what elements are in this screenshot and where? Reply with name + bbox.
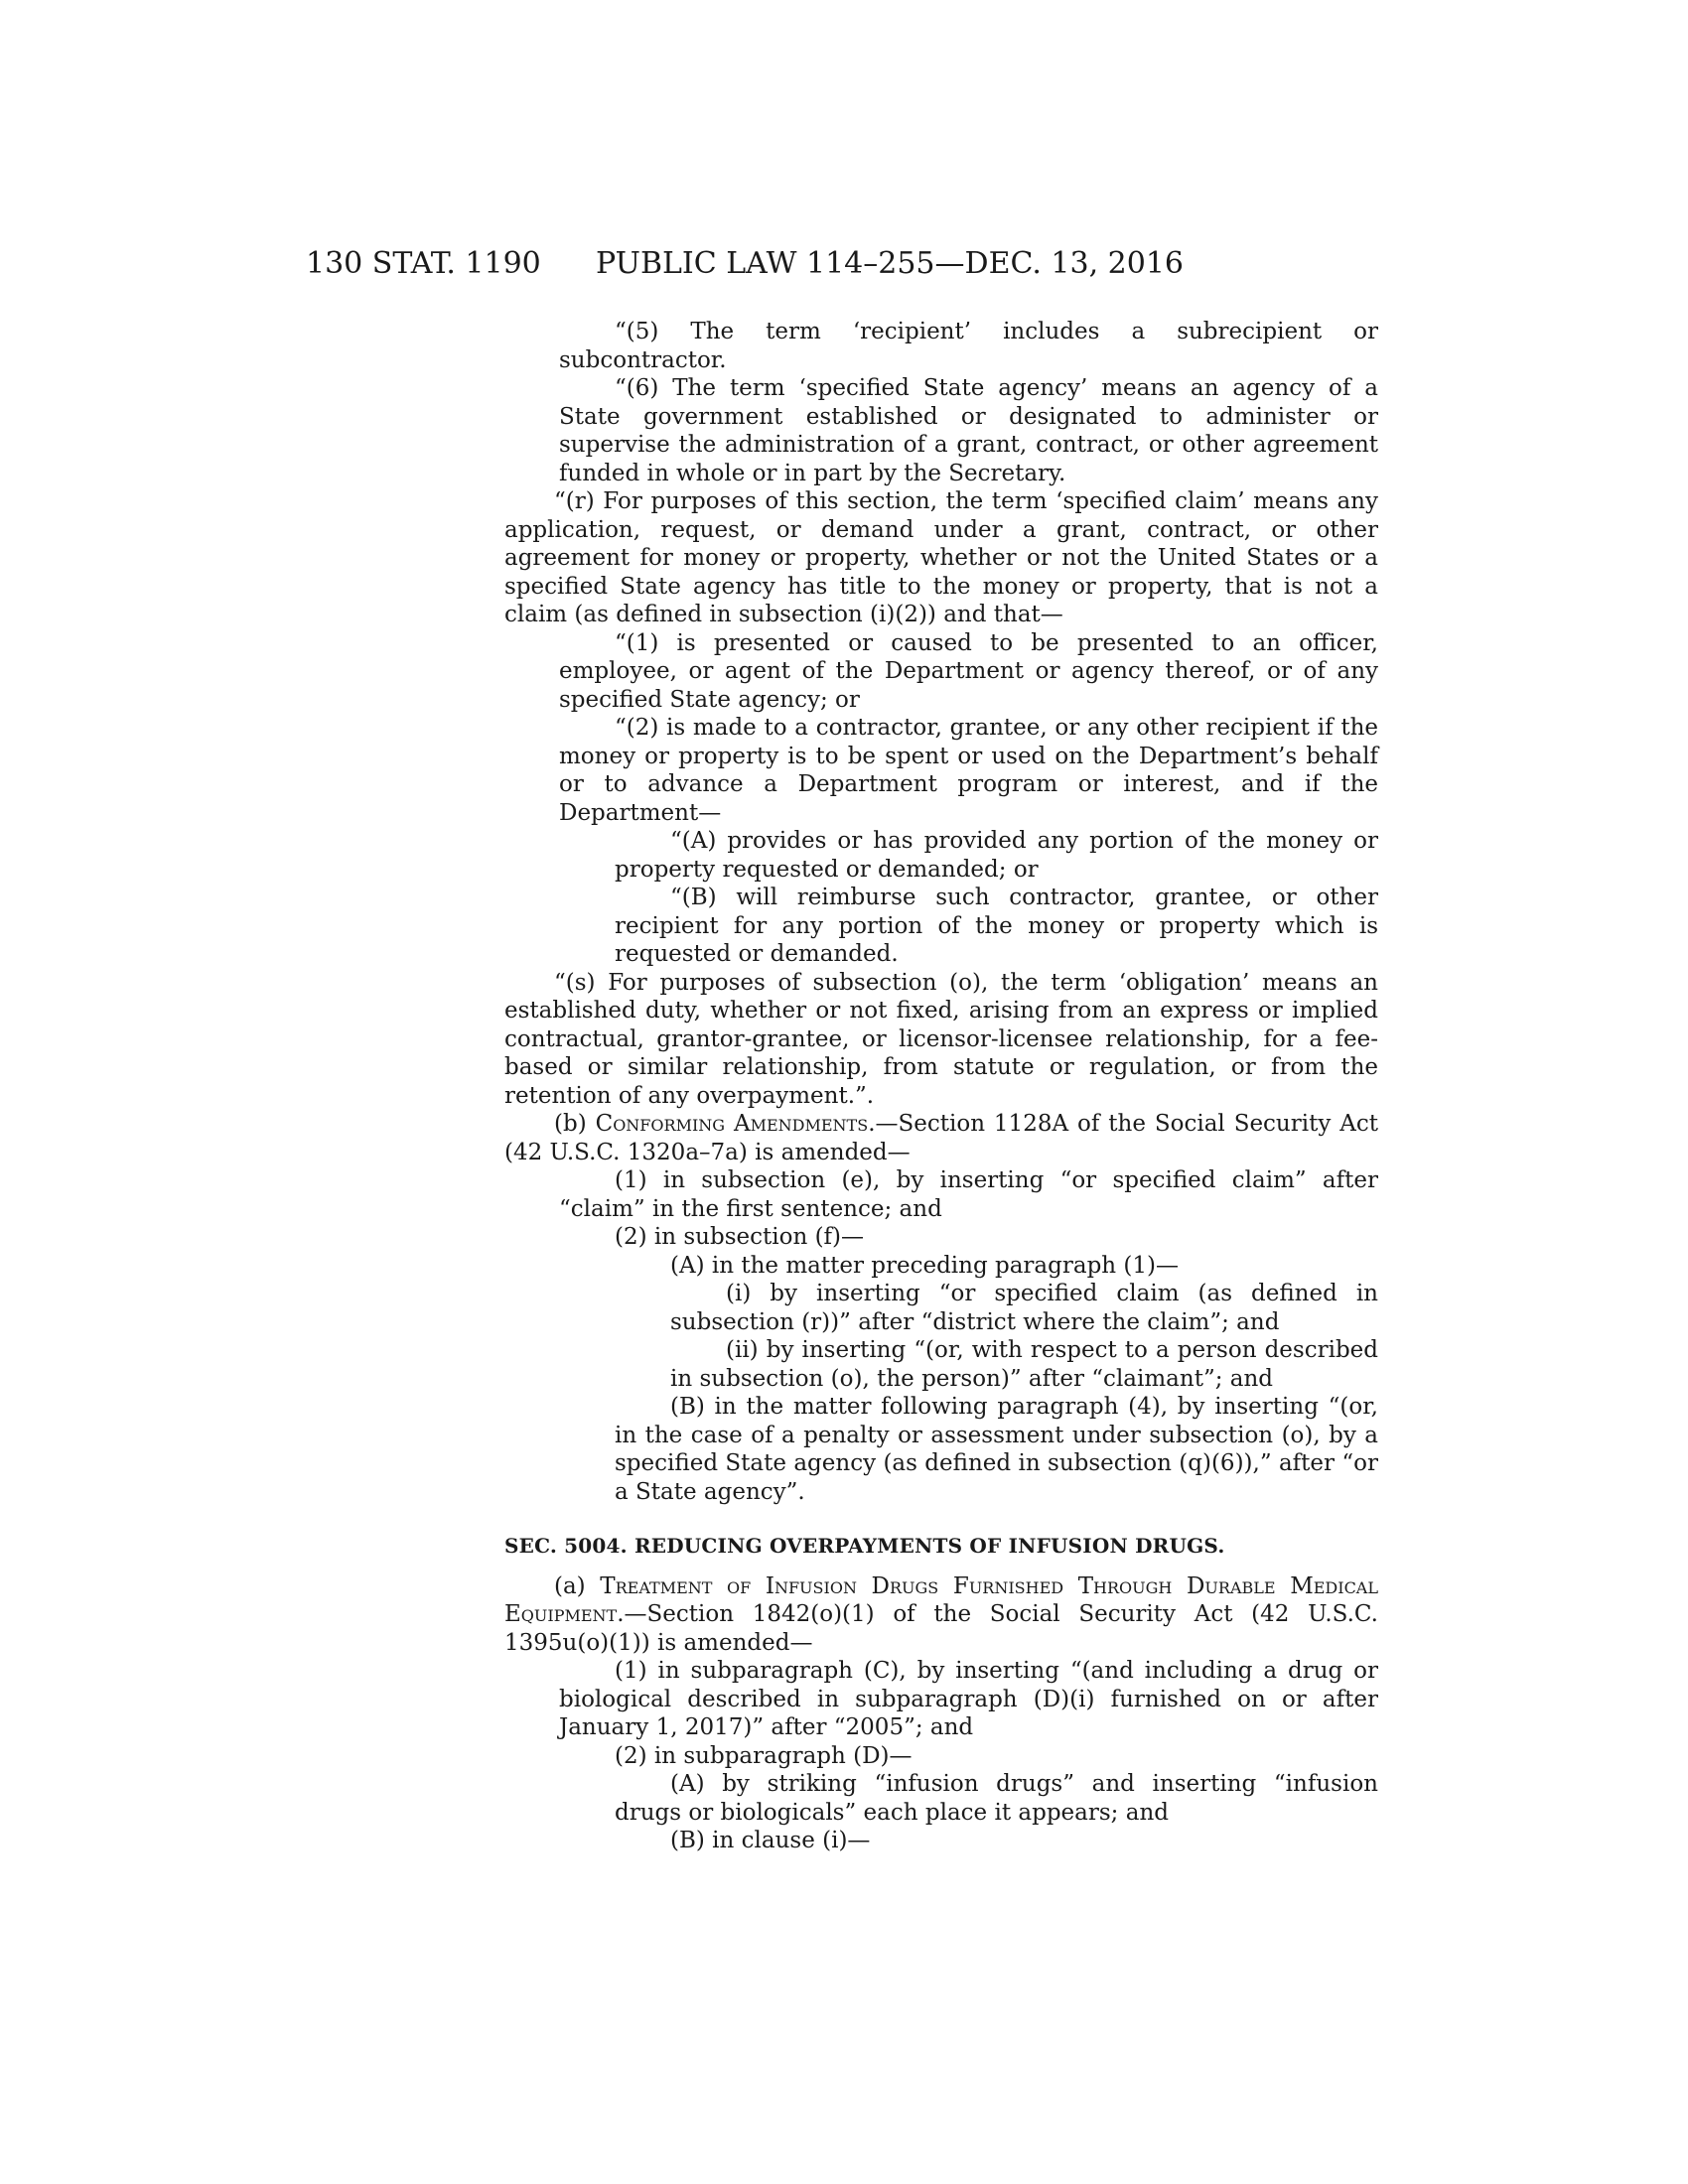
paragraph: (ii) by inserting “(or, with respect to a person described in subsection (o), the person)” after “claimant”; and xyxy=(670,1337,1378,1392)
paragraph: (B) in clause (i)— xyxy=(670,1828,871,1853)
paragraph: (A) by striking “infusion drugs” and inserting “infusion drugs or biologicals” each place it appears; and xyxy=(615,1771,1378,1826)
paragraph xyxy=(504,1572,1378,1658)
paragraph: “(r) For purposes of this section, the term ‘specified claim’ means any application, request, or demand under a grant, contract, or other agreement for money or property, whether or not the United States or a specified State agency has title to the money or property, that is not a claim (as defined in subsection (i)(2)) and that— xyxy=(504,488,1378,627)
section-heading: SEC. 5004. REDUCING OVERPAYMENTS OF INFUSION DRUGS. xyxy=(504,1534,1225,1558)
paragraph: “(A) provides or has provided any portion of the money or property requested or demanded; or xyxy=(615,828,1378,883)
paragraph: (i) by inserting “or specified claim (as defined in subsection (r))” after “district where the claim”; and xyxy=(670,1281,1378,1335)
paragraph: “(2) is made to a contractor, grantee, or any other recipient if the money or property is to be spent or used on the Department’s behalf or to advance a Department program or interest, and if the Department— xyxy=(559,715,1378,826)
paragraph: (2) in subsection (f)— xyxy=(615,1224,865,1250)
section-5004-body xyxy=(504,1572,1378,1855)
paragraph: “(s) For purposes of subsection (o), the term ‘obligation’ means an established duty, whether or not fixed, arising from an express or implied contractual, grantor-grantee, or licensor-licensee relationship, for a fee-based or similar relationship, from statute or regulation, or from the retention of any overpayment.”. xyxy=(504,969,1378,1109)
paragraph: “(5) The term ‘recipient’ includes a subrecipient or subcontractor. xyxy=(559,319,1378,373)
paragraph: (A) in the matter preceding paragraph (1)— xyxy=(670,1252,1179,1279)
section-5003-continuation xyxy=(504,318,1378,1506)
paragraph-text: .—Section 1842(o)(1) of the Social Security Act (42 U.S.C. 1395u(o)(1)) is amended— xyxy=(504,1601,1378,1656)
paragraph-text: .—Section 1128A of the Social Security Act (42 U.S.C. 1320a–7a) is amended— xyxy=(504,1111,1378,1165)
paragraph xyxy=(504,1110,1378,1166)
paragraph-enumerator: (a) xyxy=(554,1572,601,1599)
paragraph: (B) in the matter following paragraph (4), by inserting “(or, in the case of a penalty or assessment under subsection (o), by a specified State agency (as defined in subsection (q)(6)),” after “or a State agency”. xyxy=(615,1394,1378,1505)
paragraph: “(6) The term ‘specified State agency’ means an agency of a State government established or designated to administer or supervise the administration of a grant, contract, or other agreement funded in whole or in part by the Secretary. xyxy=(559,375,1378,486)
document-body xyxy=(504,318,1378,1855)
paragraph: “(1) is presented or caused to be presented to an officer, employee, or agent of the Department or agency thereof, or of any specified State agency; or xyxy=(559,629,1378,713)
running-header-title: PUBLIC LAW 114–255—DEC. 13, 2016 xyxy=(596,246,1185,281)
paragraph: (2) in subparagraph (D)— xyxy=(615,1742,913,1769)
statute-page-number: 130 STAT. 1190 xyxy=(306,246,541,281)
paragraph: “(B) will reimburse such contractor, grantee, or other recipient for any portion of the money or property which is requested or demanded. xyxy=(615,885,1378,967)
paragraph: (1) in subparagraph (C), by inserting “(and including a drug or biological described in subparagraph (D)(i) furnished on or after January 1, 2017)” after “2005”; and xyxy=(559,1658,1378,1740)
paragraph: (1) in subsection (e), by inserting “or specified claim” after “claim” in the first sentence; and xyxy=(559,1167,1378,1222)
paragraph-enumerator: (b) xyxy=(554,1111,596,1137)
subsection-heading: Treatment of Infusion Drugs Furnished Through Durable Medical Equipment xyxy=(504,1572,1378,1627)
subsection-heading: Conforming Amendments xyxy=(595,1111,869,1137)
